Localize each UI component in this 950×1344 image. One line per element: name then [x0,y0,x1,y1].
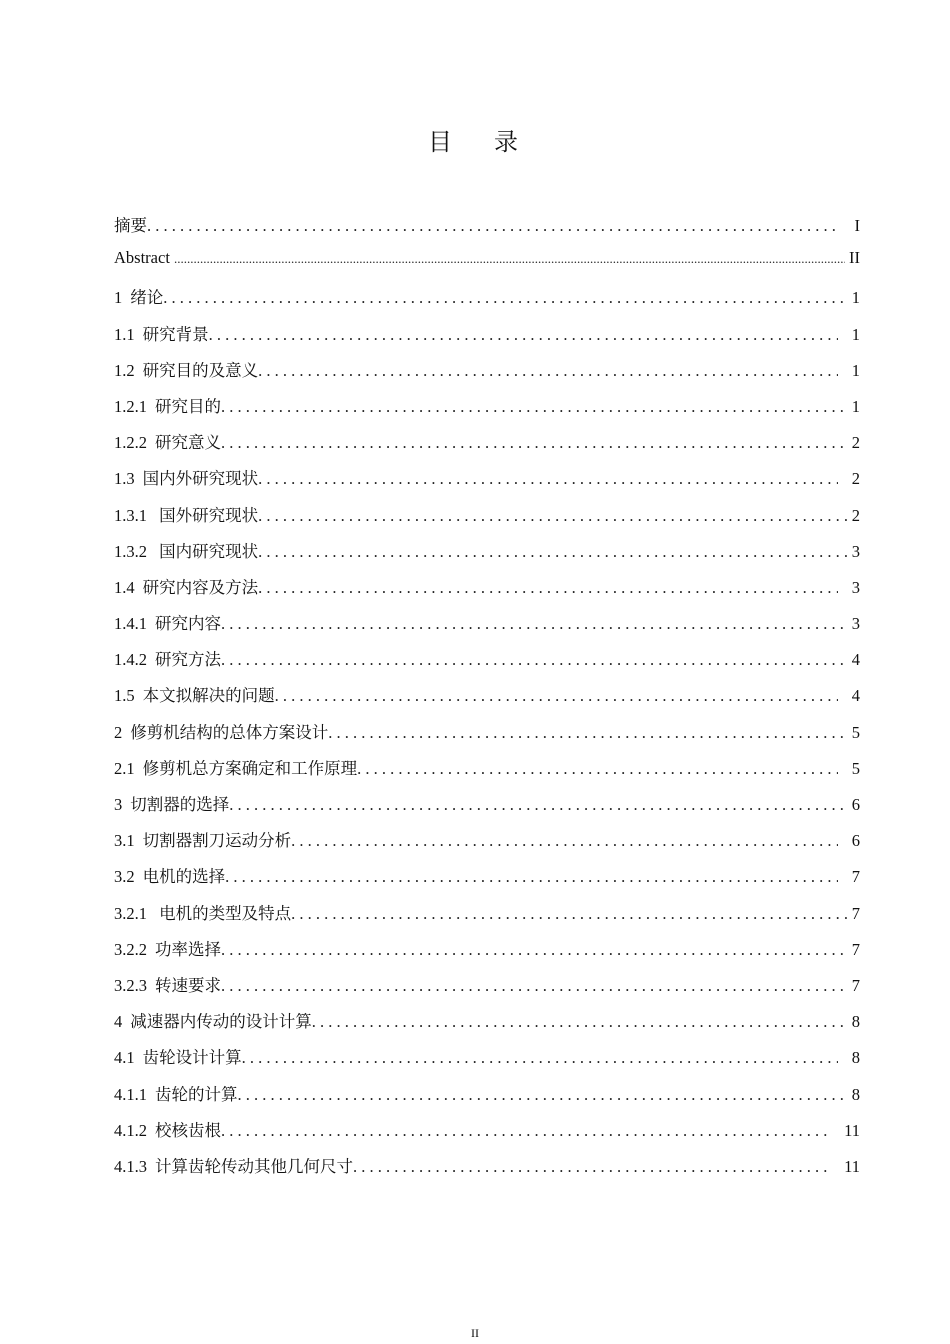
page-number-footer: II [471,1326,479,1340]
toc-entry[interactable] [114,429,860,465]
toc-entry-label: 1.3.1 国外研究现状 [114,505,259,525]
toc-page-number: 7 [851,975,860,995]
toc-entry-label: 1.2.1 研究目的 [114,396,221,416]
toc-page-number: 8 [851,1012,860,1032]
toc-entry-label: 3.2.3 转速要求 [114,975,221,995]
toc-entry[interactable] [114,610,860,646]
toc-entry[interactable] [114,827,860,863]
toc-leader-dots [258,578,838,598]
toc-entry-abstract-cn[interactable] [114,212,860,248]
toc-leader-dots [163,288,848,308]
toc-leader-dots [225,867,838,887]
toc-entry-label: 4 减速器内传动的设计计算 [114,1012,312,1032]
toc-leader-dots [221,650,848,670]
toc-entry[interactable] [114,502,860,538]
toc-leader-dots [357,759,838,779]
toc-page-number: 1 [851,324,860,344]
toc-entry-abstract-en[interactable] [114,248,860,284]
toc-page-number: 3 [851,577,860,597]
toc-entry-label: 3.1 切割器割刀运动分析 [114,831,292,851]
toc-entry-label: Abstract [114,248,170,268]
toc-page-number: 2 [851,469,860,489]
toc-page-number: 4 [851,686,860,706]
toc-leader-dots [221,397,848,417]
toc-entry[interactable] [114,357,860,393]
toc-leader-dots [221,614,848,634]
toc-entry-label: 3 切割器的选择 [114,795,230,814]
toc-page-number: 5 [851,722,860,742]
toc-leader-dots [221,433,848,453]
toc-page-number: II [849,248,860,268]
toc-entry-label: 1.4 研究内容及方法 [114,577,259,597]
toc-entry[interactable] [114,1117,860,1153]
toc-entry-label: 1.3.2 国内研究现状 [114,541,259,561]
toc-entry-label: 1.5 本文拟解决的问题 [114,686,275,706]
toc-leader-dots [238,1085,848,1105]
toc-page-number: 7 [851,867,860,887]
toc-leader-dots [258,542,848,562]
toc-leader-dots [312,1012,848,1032]
toc-page-number: 4 [851,650,860,670]
toc-entry[interactable] [114,1044,860,1080]
toc-entry[interactable] [114,646,860,682]
toc-entry[interactable] [114,936,860,972]
toc-page-number: 2 [851,505,860,525]
toc-page-number: 6 [851,795,860,814]
toc-page-number: 7 [851,903,860,923]
toc-entry[interactable] [114,1081,860,1117]
toc-entry[interactable] [114,321,860,357]
toc-entry-label: 1.1 研究背景 [114,324,209,344]
toc-entry-label: 1.4.2 研究方法 [114,650,221,670]
toc-entry-label: 1.3 国内外研究现状 [114,469,259,489]
toc-entry[interactable] [114,1153,860,1189]
toc-entry-label: 1 绪论 [114,288,164,308]
toc-leader-dots [291,904,848,924]
toc-leader-dots [258,469,838,489]
toc-page-number: I [854,216,860,235]
page-title: 目 录 [428,130,536,156]
toc-entry[interactable] [114,900,860,936]
table-of-contents [114,212,860,1189]
toc-entry-label: 1.2.2 研究意义 [114,433,221,453]
toc-leader-dots [147,216,841,236]
toc-entry-label: 3.2.1 电机的类型及特点 [114,903,292,923]
toc-page-number: 7 [851,939,860,959]
toc-leader-dots [221,976,848,996]
toc-leader-dots [221,1121,830,1141]
toc-entry[interactable] [114,574,860,610]
toc-entry[interactable] [114,719,860,755]
toc-page-number: 5 [851,758,860,778]
toc-entry[interactable] [114,863,860,899]
toc-entry-label: 摘要 [114,216,147,235]
toc-leader-dots [291,831,838,851]
toc-page-number: 3 [851,614,860,634]
toc-page-number: 1 [851,396,860,416]
toc-leader-dots [258,361,838,381]
toc-entry-label: 2 修剪机结构的总体方案设计 [114,722,329,742]
toc-leader-dots [229,795,848,815]
toc-entry[interactable] [114,682,860,718]
toc-entry-label: 3.2.2 功率选择 [114,939,221,959]
toc-entry[interactable] [114,284,860,320]
toc-page-number: 3 [851,541,860,561]
toc-entry-label: 4.1.1 齿轮的计算 [114,1084,238,1104]
toc-entry[interactable] [114,538,860,574]
toc-entry-label: 1.4.1 研究内容 [114,614,221,634]
toc-entry-label: 4.1 齿轮设计计算 [114,1048,242,1068]
toc-leader-dots [242,1048,838,1068]
toc-leader-dots [221,940,848,960]
toc-page-number: 8 [851,1084,860,1104]
toc-page-number: 6 [851,831,860,851]
toc-entry[interactable] [114,465,860,501]
toc-page-number: 1 [851,360,860,380]
toc-page-number: 11 [844,1120,860,1140]
toc-leader-dots [258,506,848,526]
toc-leader-dots [328,723,848,743]
toc-entry[interactable] [114,755,860,791]
toc-page-number: 2 [851,433,860,453]
toc-page-number: 11 [844,1156,860,1176]
toc-entry-label: 3.2 电机的选择 [114,867,226,887]
toc-entry-label: 4.1.2 校核齿根 [114,1120,221,1140]
toc-entry[interactable] [114,972,860,1008]
toc-page-number: 1 [851,288,860,308]
toc-entry[interactable] [114,791,860,827]
toc-leader-dots [353,1157,830,1177]
toc-leader-dots [209,325,838,345]
toc-entry-label: 2.1 修剪机总方案确定和工作原理 [114,758,358,778]
toc-page-number: 8 [851,1048,860,1068]
toc-entry-label: 4.1.3 计算齿轮传动其他几何尺寸 [114,1156,353,1176]
toc-entry[interactable] [114,393,860,429]
toc-leader-dots [174,248,845,268]
toc-entry[interactable] [114,1008,860,1044]
toc-leader-dots [275,686,838,706]
toc-entry-label: 1.2 研究目的及意义 [114,360,259,380]
